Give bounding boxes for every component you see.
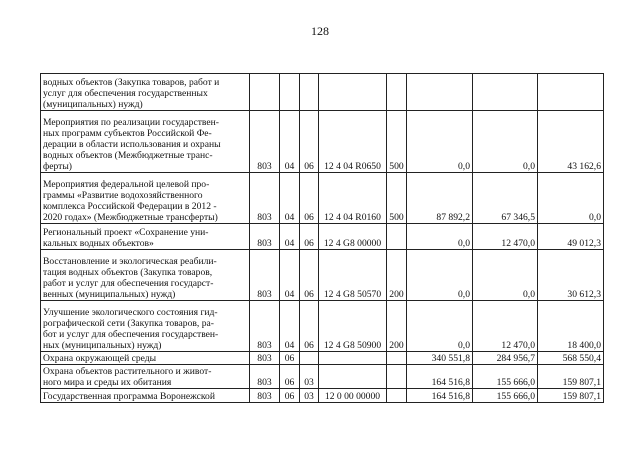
table-cell-name: [41, 389, 250, 403]
table-cell-amount-1: 87 892,2: [407, 173, 473, 224]
table-cell-vr: 500: [387, 173, 407, 224]
table-cell-amount-2: 67 346,5: [473, 173, 538, 224]
row-description: Мероприятия федеральной целевой про- граммы «Развитие водохозяйственного комплекса Российской Федерации в 2012 - 2020 годах» (Межбюджетные трансферты): [43, 179, 218, 223]
table-cell-csr: 12 0 00 00000: [319, 389, 387, 403]
table-cell-pr: 06: [300, 301, 319, 352]
table-row: [41, 224, 604, 250]
table-cell-ved: 803: [250, 224, 280, 250]
table-cell-csr: 12 4 04 R0160: [319, 173, 387, 224]
table-cell-amount-2: 12 470,0: [473, 301, 538, 352]
table-cell-amount-1: 0,0: [407, 111, 473, 173]
table-cell-vr: [387, 389, 407, 403]
table-row: [41, 74, 604, 111]
table-cell-rz: 04: [280, 111, 300, 173]
table-cell-vr: [387, 352, 407, 365]
table-cell-rz: 06: [280, 365, 300, 389]
table-cell-rz: 04: [280, 224, 300, 250]
table-cell-name: [41, 111, 250, 173]
table-cell-amount-3: 30 612,3: [538, 250, 604, 301]
row-description: Улучшение экологического состояния гид- рографической сети (Закупка товаров, ра- бот и услуг для обеспечения государствен- ных (муниципальных) нужд): [43, 307, 219, 351]
table-cell-rz: [280, 74, 300, 111]
table-cell-amount-1: 164 516,8: [407, 365, 473, 389]
table-cell-amount-2: 284 956,7: [473, 352, 538, 365]
table-cell-csr: [319, 365, 387, 389]
row-description: водных объектов (Закупка товаров, работ и услуг для обеспечения государственных (муниципальных) нужд): [43, 77, 220, 110]
table-cell-ved: 803: [250, 111, 280, 173]
table-cell-amount-3: 159 807,1: [538, 389, 604, 403]
page-number: 128: [311, 24, 329, 38]
table-cell-vr: [387, 365, 407, 389]
table-cell-amount-2: 0,0: [473, 111, 538, 173]
table-cell-ved: [250, 74, 280, 111]
table-cell-rz: 04: [280, 173, 300, 224]
table-cell-pr: 06: [300, 111, 319, 173]
table-cell-amount-3: 18 400,0: [538, 301, 604, 352]
table-cell-pr: 03: [300, 389, 319, 403]
table-cell-rz: 04: [280, 250, 300, 301]
table-cell-ved: 803: [250, 173, 280, 224]
table-cell-rz: 06: [280, 352, 300, 365]
table-cell-vr: [387, 224, 407, 250]
table-cell-ved: 803: [250, 250, 280, 301]
table-cell-pr: 03: [300, 365, 319, 389]
table-cell-csr: [319, 74, 387, 111]
table-cell-pr: 06: [300, 250, 319, 301]
table-cell-amount-1: 340 551,8: [407, 352, 473, 365]
table-cell-csr: 12 4 04 R0650: [319, 111, 387, 173]
table-row: [41, 301, 604, 352]
row-description: Государственная программа Воронежской: [43, 391, 215, 402]
row-description: Мероприятия по реализации государствен- ных программ субъектов Российской Фе- дерации в области использования и охраны водных объектов (Межбюджетные транс- ферты): [43, 117, 221, 172]
table-cell-name: [41, 250, 250, 301]
table-cell-name: [41, 301, 250, 352]
row-description: Региональный проект «Сохранение уни- кальных водных объектов»: [43, 227, 209, 249]
table-cell-vr: 200: [387, 301, 407, 352]
table-cell-amount-3: 43 162,6: [538, 111, 604, 173]
table-cell-amount-2: 12 470,0: [473, 224, 538, 250]
table-cell-amount-1: 0,0: [407, 224, 473, 250]
budget-table: [40, 73, 604, 403]
table-cell-ved: 803: [250, 365, 280, 389]
table-cell-name: [41, 365, 250, 389]
table-cell-csr: 12 4 G8 50570: [319, 250, 387, 301]
table-cell-name: [41, 224, 250, 250]
row-description: Охрана окружающей среды: [43, 353, 157, 364]
table-cell-rz: 04: [280, 301, 300, 352]
table-cell-vr: 200: [387, 250, 407, 301]
table-cell-amount-3: [538, 74, 604, 111]
table-cell-amount-2: 0,0: [473, 250, 538, 301]
table-cell-amount-3: 49 012,3: [538, 224, 604, 250]
table-row: [41, 173, 604, 224]
table-cell-amount-3: 0,0: [538, 173, 604, 224]
table-cell-csr: 12 4 G8 00000: [319, 224, 387, 250]
table-cell-amount-3: 159 807,1: [538, 365, 604, 389]
table-cell-amount-2: 155 666,0: [473, 389, 538, 403]
table-cell-vr: [387, 74, 407, 111]
table-cell-pr: [300, 74, 319, 111]
table-cell-amount-1: 0,0: [407, 301, 473, 352]
table-cell-ved: 803: [250, 352, 280, 365]
table-cell-pr: [300, 352, 319, 365]
table-cell-amount-1: 164 516,8: [407, 389, 473, 403]
table-row: [41, 365, 604, 389]
table-cell-amount-1: 0,0: [407, 250, 473, 301]
table-cell-pr: 06: [300, 173, 319, 224]
table-cell-name: [41, 74, 250, 111]
table-cell-vr: 500: [387, 111, 407, 173]
table-row: [41, 111, 604, 173]
table-cell-csr: [319, 352, 387, 365]
table-cell-amount-3: 568 550,4: [538, 352, 604, 365]
table-row: [41, 250, 604, 301]
table-cell-rz: 06: [280, 389, 300, 403]
table-cell-pr: 06: [300, 224, 319, 250]
table-cell-amount-2: [473, 74, 538, 111]
table-cell-ved: 803: [250, 389, 280, 403]
table-cell-amount-1: [407, 74, 473, 111]
table-cell-csr: 12 4 G8 50900: [319, 301, 387, 352]
row-description: Охрана объектов растительного и живот- ного мира и среды их обитания: [43, 366, 212, 388]
table-cell-name: [41, 352, 250, 365]
table-cell-ved: 803: [250, 301, 280, 352]
table-cell-name: [41, 173, 250, 224]
row-description: Восстановление и экологическая реабили- тация водных объектов (Закупка товаров, работ и услуг для обеспечения государст- венных (муниципальных) нужд): [43, 256, 217, 300]
table-cell-amount-2: 155 666,0: [473, 365, 538, 389]
table-row: [41, 389, 604, 403]
table-row: [41, 352, 604, 365]
